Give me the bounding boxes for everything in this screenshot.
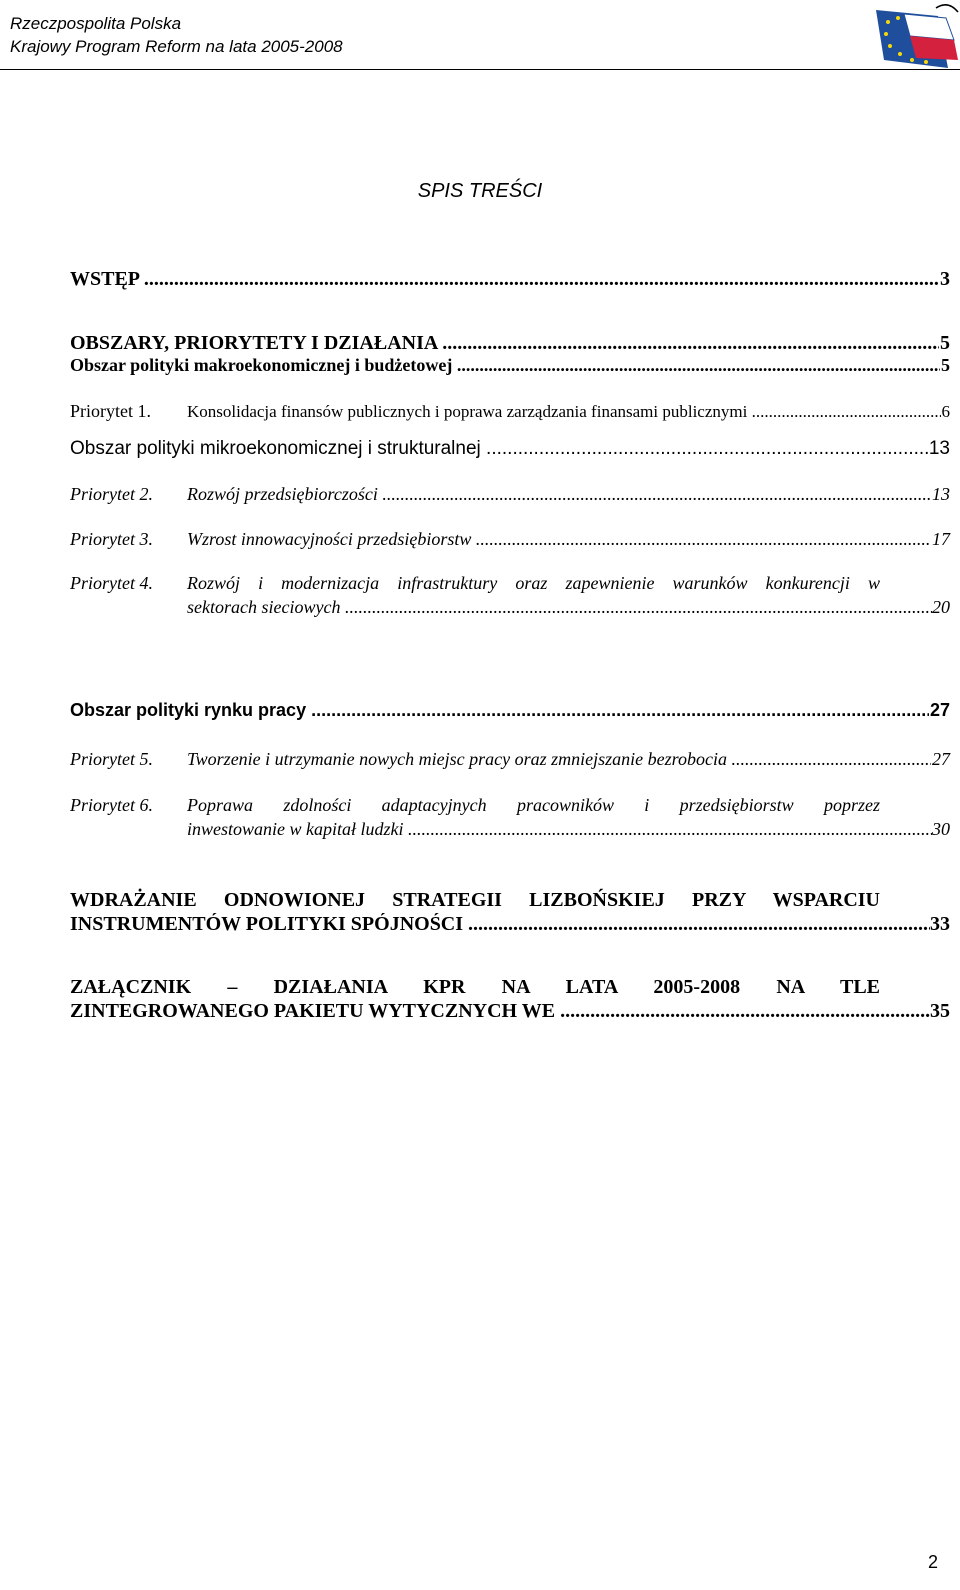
toc-entry-areas-priorities[interactable]: [70, 332, 950, 355]
toc-entry-macroeconomic-area[interactable]: [70, 355, 950, 376]
toc-entry-text: WSTĘP .....: [70, 268, 939, 291]
toc-entry-intro[interactable]: [70, 268, 950, 291]
priority-label: Priorytet 6.: [70, 795, 153, 815]
toc-entry-page: 13: [928, 438, 950, 459]
toc-entry-page: 35: [930, 1000, 950, 1022]
toc-entry-text-line1: Poprawa zdolności adaptacyjnych pracowników i przedsiębiorstw poprzez: [187, 795, 880, 815]
toc-title: SPIS TREŚCI: [417, 180, 543, 202]
toc-entry-text: Obszar polityki rynku pracy .....: [70, 700, 929, 721]
toc-entry-text: Obszar polityki makroekonomicznej i budżetowej .....: [70, 355, 940, 376]
header-program: Krajowy Program Reform na lata 2005-2008: [10, 37, 343, 56]
toc-entry-text: Tworzenie i utrzymanie nowych miejsc pracy oraz zmniejszanie bezrobocia .....: [187, 749, 931, 770]
toc-entry-text: Konsolidacja finansów publicznych i poprawa zarządzania finansami publicznymi .....: [187, 402, 941, 422]
toc-entry-page: 20: [932, 597, 950, 617]
toc-entry-text: Wzrost innowacyjności przedsiębiorstw .....: [187, 529, 931, 550]
toc-entry-priority-5[interactable]: [70, 749, 950, 770]
toc-entry-text-line2: inwestowanie w kapitał ludzki .....: [187, 819, 932, 840]
priority-label: Priorytet 1.: [70, 401, 151, 421]
toc-entry-priority-1[interactable]: [70, 401, 950, 422]
toc-entry-page: 3: [940, 268, 950, 290]
page-number: 2: [928, 1552, 939, 1572]
toc-entry-page: 17: [932, 529, 950, 549]
toc-entry-page: 27: [929, 700, 950, 720]
toc-entry-text-line1: Rozwój i modernizacja infrastruktury oraz zapewnienie warunków konkurencji w: [187, 573, 880, 593]
toc-entry-page: 30: [932, 819, 950, 839]
toc-entry-page: 6: [941, 402, 950, 421]
toc-entry-annex[interactable]: [70, 976, 950, 1023]
document-header: [0, 0, 960, 70]
toc-entry-page: 27: [932, 749, 950, 769]
toc-entry-text: Rozwój przedsiębiorczości .....: [187, 484, 931, 505]
toc-entry-text-line1: WDRAŻANIE ODNOWIONEJ STRATEGII LIZBOŃSKIEJ PRZY WSPARCIU: [70, 889, 880, 911]
toc-entry-priority-6[interactable]: [70, 795, 950, 840]
header-country: Rzeczpospolita Polska: [10, 14, 182, 33]
toc-entry-microeconomic-area[interactable]: [70, 438, 950, 460]
toc-entry-text: Obszar polityki mikroekonomicznej i strukturalnej .....: [70, 438, 928, 460]
toc-entry-text-line2: sektorach sieciowych .....: [187, 597, 932, 618]
priority-label: Priorytet 5.: [70, 749, 153, 769]
toc-entry-priority-2[interactable]: [70, 484, 950, 505]
toc-entry-page: 5: [941, 355, 950, 375]
toc-entry-page: 13: [932, 484, 950, 504]
priority-label: Priorytet 3.: [70, 529, 153, 549]
toc-entry-priority-3[interactable]: [70, 529, 950, 550]
priority-label: Priorytet 2.: [70, 484, 153, 504]
toc-entry-text-line2: ZINTEGROWANEGO PAKIETU WYTYCZNYCH WE .....: [70, 1000, 930, 1023]
toc-entry-text-line1: ZAŁĄCZNIK – DZIAŁANIA KPR NA LATA 2005-2008 NA TLE: [70, 976, 880, 998]
toc-entry-text-line2: INSTRUMENTÓW POLITYKI SPÓJNOŚCI .....: [70, 913, 930, 936]
toc-entry-page: 33: [930, 913, 950, 935]
toc-entry-priority-4[interactable]: [70, 573, 950, 618]
toc-entry-page: 5: [940, 332, 950, 354]
toc-entry-lisbon-strategy[interactable]: [70, 889, 950, 936]
toc-entry-text: OBSZARY, PRIORYTETY I DZIAŁANIA .....: [70, 332, 939, 355]
poland-eu-flag-logo: [876, 2, 960, 70]
toc-entry-labour-market-area[interactable]: [70, 700, 950, 721]
priority-label: Priorytet 4.: [70, 573, 153, 593]
